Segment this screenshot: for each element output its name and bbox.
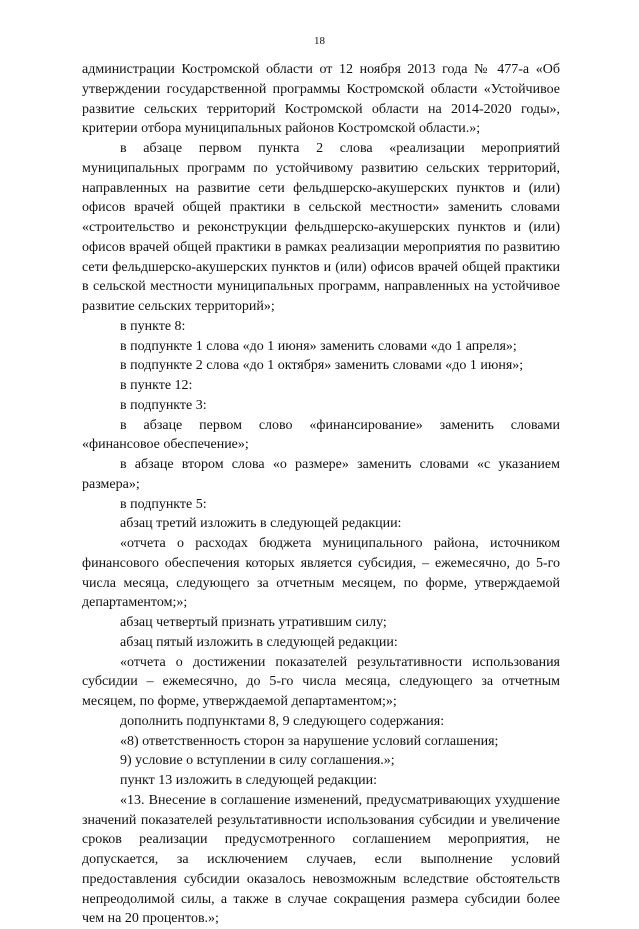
paragraph-7: в подпункте 3: (120, 397, 207, 413)
paragraph-2: в абзаце первом пункта 2 слова «реализации мероприятий муниципальных программ по устойчивому развитию сельских территорий, направленных на развитие сети фельдшерско-акушерских пунктов и (или) офисов врачей общей практики в сельской местности» заменить словами «строительство и реконструкции фельдшерско-акушерских пунктов и (или) офисов врачей общей практики в рамках реализации мероприятия по развитию сети фельдшерско-акушерских пунктов и (или) офисов врачей общей практики в сельской местности муниципальных программ, направленных на устойчивое развитие сельских территорий»; (82, 141, 560, 314)
paragraph-15: «отчета о достижении показателей результативности использования субсидии – ежемесячно, до 5-го числа месяца, следующего за отчетным месяцем, по форме, утверждаемой департаментом;»; (82, 654, 560, 709)
paragraph-4: в подпункте 1 слова «до 1 июня» заменить словами «до 1 апреля»; (120, 338, 517, 354)
paragraph-18: 9) условие о вступлении в силу соглашения.»; (120, 753, 395, 769)
paragraph-1: администрации Костромской области от 12 ноября 2013 года № 477-а «Об утверждении государственной программы Костромской области «Устойчивое развитие сельских территорий Костромской области на 2014-2020 годы», критерии отбора муниципальных районов Костромской области.»; (82, 62, 560, 137)
paragraph-16: дополнить подпунктами 8, 9 следующего содержания: (120, 713, 445, 729)
paragraph-3: в пункте 8: (120, 318, 186, 334)
paragraph-19: пункт 13 изложить в следующей редакции: (120, 773, 377, 788)
document-body (82, 60, 560, 929)
paragraph-13: абзац четвертый признать утратившим силу; (120, 615, 387, 630)
paragraph-12: «отчета о расходах бюджета муниципального района, источником финансового обеспечения которых является субсидия, – ежемесячно, до 5-го числа месяца, следующего за отчетным месяцем, по форме, утверждаемой департаментом;»; (82, 536, 560, 611)
paragraph-17: «8) ответственность сторон за нарушение условий соглашения; (120, 733, 499, 749)
paragraph-10: в подпункте 5: (120, 496, 207, 512)
page-number: 18 (314, 35, 325, 47)
paragraph-8: в абзаце первом слово «финансирование» заменить словами «финансовое обеспечение»; (82, 417, 560, 453)
paragraph-6: в пункте 12: (120, 378, 193, 393)
paragraph-9: в абзаце втором слова «о размере» заменить словами «с указанием размера»; (82, 457, 560, 492)
paragraph-20: «13. Внесение в соглашение изменений, предусматривающих ухудшение значений показателей результативности использования субсидии и увеличение сроков реализации предусмотренного соглашением мероприятия, не допускается, за исключением случаев, если выполнение условий предоставления субсидии оказалось невозможным вследствие обстоятельств непреодолимой силы, а также в случае сокращения размера субсидии более чем на 20 процентов.»; (82, 792, 560, 927)
paragraph-11: абзац третий изложить в следующей редакции: (120, 516, 402, 532)
paragraph-14: абзац пятый изложить в следующей редакции: (120, 634, 398, 650)
paragraph-5: в подпункте 2 слова «до 1 октября» заменить словами «до 1 июня»; (120, 358, 524, 374)
